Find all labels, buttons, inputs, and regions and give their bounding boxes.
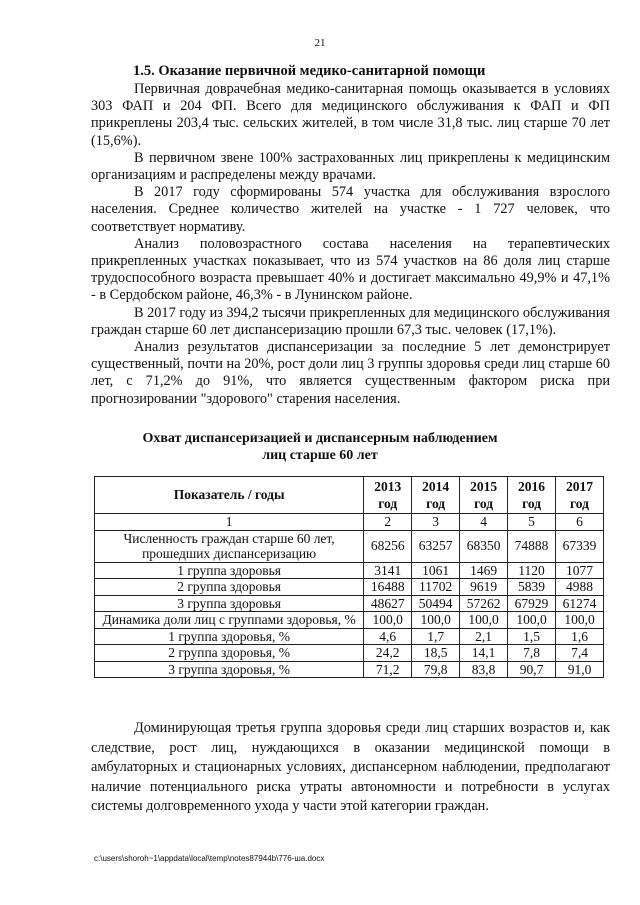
row-value: 7,8 — [508, 645, 556, 662]
row-value: 68350 — [460, 530, 508, 562]
row-value: 5839 — [508, 579, 556, 596]
row-value: 100,0 — [364, 612, 412, 629]
table-row — [95, 595, 604, 612]
header-year — [556, 477, 604, 514]
header-year-unit: год — [474, 496, 494, 511]
row-value: 48627 — [364, 595, 412, 612]
row-label: 1 группа здоровья — [95, 562, 364, 579]
row-value: 83,8 — [460, 661, 508, 678]
health-groups-table — [94, 476, 604, 678]
header-year-unit: год — [378, 496, 398, 511]
paragraph-6: Анализ результатов диспансеризации за последние 5 лет демонстрирует существенный, почти на 20%, рост доли лиц 3 группы здоровья среди лиц старше 60 лет, с 71,2% до 91%, что является существенным фактором риска при прогнозировании "здорового" старения населения. — [91, 339, 610, 407]
header-year — [364, 477, 412, 514]
row-value: 50494 — [412, 595, 460, 612]
header-year-unit: год — [522, 496, 542, 511]
body-text — [91, 81, 610, 408]
row-value: 1469 — [460, 562, 508, 579]
header-year-unit: год — [426, 496, 446, 511]
column-number: 1 — [95, 514, 364, 531]
row-value: 2,1 — [460, 628, 508, 645]
column-number: 4 — [460, 514, 508, 531]
row-value: 100,0 — [412, 612, 460, 629]
table-title — [0, 430, 640, 464]
row-value: 1077 — [556, 562, 604, 579]
row-value: 63257 — [412, 530, 460, 562]
row-value: 100,0 — [556, 612, 604, 629]
row-value: 7,4 — [556, 645, 604, 662]
header-year — [460, 477, 508, 514]
column-number: 2 — [364, 514, 412, 531]
row-value: 91,0 — [556, 661, 604, 678]
table-row — [95, 579, 604, 596]
row-value: 3141 — [364, 562, 412, 579]
header-year-value: 2014 — [422, 479, 450, 494]
row-value: 67339 — [556, 530, 604, 562]
row-value: 11702 — [412, 579, 460, 596]
header-year — [508, 477, 556, 514]
row-value: 100,0 — [508, 612, 556, 629]
row-value: 57262 — [460, 595, 508, 612]
table-title-line-1: Охват диспансеризацией и диспансерным наблюдением — [142, 431, 498, 446]
row-value: 67929 — [508, 595, 556, 612]
table-header-row — [95, 477, 604, 514]
table-row — [95, 645, 604, 662]
row-value: 90,7 — [508, 661, 556, 678]
row-value: 9619 — [460, 579, 508, 596]
table-row — [95, 530, 604, 562]
row-value: 71,2 — [364, 661, 412, 678]
table-row — [95, 612, 604, 629]
row-value: 1,5 — [508, 628, 556, 645]
paragraph-3: В 2017 году сформированы 574 участка для обслуживания взрослого населения. Среднее количество жителей на участке - 1 727 человек, что соответствует нормативу. — [91, 184, 610, 235]
table-title-line-2: лиц старше 60 лет — [262, 448, 378, 463]
row-value: 68256 — [364, 530, 412, 562]
column-number: 6 — [556, 514, 604, 531]
header-year-unit: год — [570, 496, 589, 511]
row-label: 2 группа здоровья, % — [95, 645, 364, 662]
table-row — [95, 661, 604, 678]
row-value: 16488 — [364, 579, 412, 596]
row-value: 1120 — [508, 562, 556, 579]
row-value: 4988 — [556, 579, 604, 596]
row-value: 79,8 — [412, 661, 460, 678]
closing-paragraph: Доминирующая третья группа здоровья среди лиц старших возрастов и, как следствие, рост лиц, нуждающихся в оказании медицинской помощи в амбулаторных и стационарных условиях, диспансерном наблюдении, предполагают наличие потенциального риска утраты автономности и потребности в услугах системы долговременного ухода у части этой категории граждан. — [91, 720, 610, 815]
page-number: 21 — [314, 37, 326, 49]
header-year-value: 2017 — [566, 479, 594, 494]
row-value: 14,1 — [460, 645, 508, 662]
row-label: 1 группа здоровья, % — [95, 628, 364, 645]
row-value: 61274 — [556, 595, 604, 612]
column-number: 5 — [508, 514, 556, 531]
table-row — [95, 628, 604, 645]
row-value: 18,5 — [412, 645, 460, 662]
header-year-value: 2013 — [374, 479, 402, 494]
row-value: 1,6 — [556, 628, 604, 645]
paragraph-1: Первичная доврачебная медико-санитарная помощь оказывается в условиях 303 ФАП и 204 ФП. Всего для медицинского обслуживания к ФАП и ФП прикреплены 203,4 тыс. сельских жителей, в том числе 31,8 тыс. лиц старше 70 лет (15,6%). — [91, 81, 610, 149]
row-label: Динамика доли лиц с группами здоровья, % — [95, 612, 364, 629]
row-value: 1,7 — [412, 628, 460, 645]
footer-file-path: c:\users\shoroh~1\appdata\local\temp\notes87944b\776-ша.docx — [94, 854, 325, 863]
section-title: 1.5. Оказание первичной медико-санитарной помощи — [133, 63, 486, 79]
header-indicator: Показатель / годы — [95, 477, 364, 514]
row-label: Численность граждан старше 60 лет, прошедших диспансеризацию — [95, 530, 364, 562]
closing-text — [91, 719, 610, 817]
row-label: 3 группа здоровья — [95, 595, 364, 612]
table-row — [95, 562, 604, 579]
paragraph-2: В первичном звене 100% застрахованных лиц прикреплены к медицинским организациям и распределены между врачами. — [91, 149, 610, 184]
row-label: 3 группа здоровья, % — [95, 661, 364, 678]
column-number-row — [95, 514, 604, 531]
paragraph-5: В 2017 году из 394,2 тысячи прикрепленных для медицинского обслуживания граждан старше 60 лет диспансеризацию прошли 67,3 тыс. человек (17,1%). — [91, 304, 610, 338]
row-value: 24,2 — [364, 645, 412, 662]
row-value: 1061 — [412, 562, 460, 579]
header-year-value: 2016 — [518, 479, 546, 494]
row-label: 2 группа здоровья — [95, 579, 364, 596]
header-year-value: 2015 — [470, 479, 498, 494]
paragraph-4: Анализ половозрастного состава населения на терапевтических прикрепленных участках показывает, что из 574 участков на 86 доля лиц старше трудоспособного возраста превышает 40% и достигает максимально 49,9% и 47,1% - в Сердобском районе, 46,3% - в Лунинском районе. — [91, 235, 610, 304]
row-value: 100,0 — [460, 612, 508, 629]
column-number: 3 — [412, 514, 460, 531]
header-year — [412, 477, 460, 514]
row-value: 4,6 — [364, 628, 412, 645]
row-value: 74888 — [508, 530, 556, 562]
